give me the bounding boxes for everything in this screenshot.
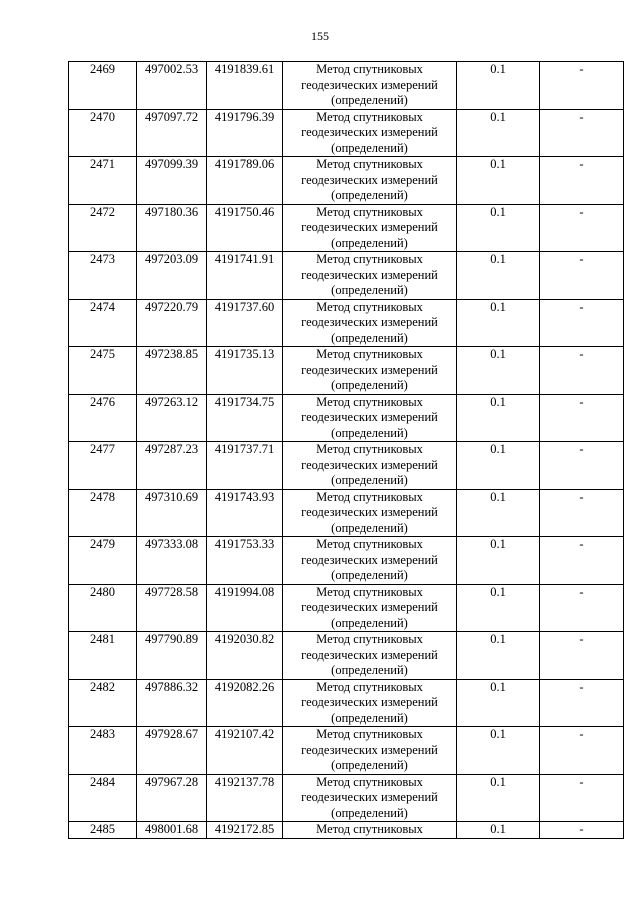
y-coordinate-cell: 4191753.33 [207, 537, 283, 585]
x-coordinate-cell: 497287.23 [137, 442, 207, 490]
method-line: Метод спутниковых [316, 632, 423, 646]
note-cell: - [540, 679, 624, 727]
table-row [69, 822, 624, 839]
method-line: геодезических измерений [301, 267, 438, 282]
method-line: Метод спутниковых [316, 774, 423, 789]
note-cell: - [540, 252, 624, 300]
method-line: геодезических измерений [301, 695, 438, 709]
accuracy-cell: 0.1 [457, 584, 540, 632]
point-number-cell: 2482 [69, 679, 137, 727]
y-coordinate-cell: 4192137.78 [207, 774, 283, 822]
accuracy-cell: 0.1 [457, 252, 540, 300]
y-coordinate-cell: 4191737.60 [207, 299, 283, 347]
table-row [69, 252, 624, 300]
method-line: Метод спутниковых [316, 679, 423, 694]
y-coordinate-cell: 4191735.13 [207, 347, 283, 395]
method-line: Метод спутниковых [316, 347, 423, 361]
method-cell [283, 537, 457, 585]
method-line: геодезических измерений [301, 362, 438, 377]
method-line: Метод спутниковых [316, 394, 423, 409]
table-row [69, 489, 624, 537]
method-line: Метод спутниковых [316, 252, 423, 266]
table-row [69, 347, 624, 395]
note-cell: - [540, 632, 624, 680]
method-line: Метод спутниковых [316, 822, 423, 836]
point-number-cell: 2479 [69, 537, 137, 585]
table-row [69, 157, 624, 205]
method-cell [283, 157, 457, 205]
method-line: геодезических измерений [301, 742, 438, 757]
y-coordinate-cell: 4191750.46 [207, 204, 283, 252]
note-cell: - [540, 394, 624, 442]
point-number-cell: 2480 [69, 584, 137, 632]
method-line: (определений) [331, 378, 408, 392]
point-number-cell: 2477 [69, 442, 137, 490]
method-line: геодезических измерений [301, 505, 438, 519]
point-number-cell: 2485 [69, 822, 137, 839]
method-line: геодезических измерений [301, 457, 438, 472]
table-body [69, 62, 624, 839]
x-coordinate-cell: 497238.85 [137, 347, 207, 395]
accuracy-cell: 0.1 [457, 109, 540, 157]
x-coordinate-cell: 497967.28 [137, 774, 207, 822]
accuracy-cell: 0.1 [457, 774, 540, 822]
point-number-cell: 2476 [69, 394, 137, 442]
note-cell: - [540, 157, 624, 205]
accuracy-cell: 0.1 [457, 347, 540, 395]
method-cell [283, 727, 457, 775]
coordinates-table [68, 61, 624, 839]
method-line: (определений) [331, 520, 408, 535]
accuracy-cell: 0.1 [457, 157, 540, 205]
point-number-cell: 2472 [69, 204, 137, 252]
method-line: (определений) [331, 568, 408, 582]
method-line: геодезических измерений [301, 410, 438, 424]
method-cell [283, 774, 457, 822]
method-cell [283, 679, 457, 727]
point-number-cell: 2481 [69, 632, 137, 680]
page-number: 155 [311, 29, 329, 43]
x-coordinate-cell: 497310.69 [137, 489, 207, 537]
method-line: (определений) [331, 188, 408, 202]
method-line: геодезических измерений [301, 125, 438, 139]
note-cell: - [540, 109, 624, 157]
method-cell [283, 252, 457, 300]
method-line: (определений) [331, 758, 408, 772]
method-line: (определений) [331, 140, 408, 155]
point-number-cell: 2483 [69, 727, 137, 775]
method-cell [283, 394, 457, 442]
y-coordinate-cell: 4192082.26 [207, 679, 283, 727]
table-row [69, 537, 624, 585]
point-number-cell: 2473 [69, 252, 137, 300]
method-cell [283, 489, 457, 537]
accuracy-cell: 0.1 [457, 442, 540, 490]
x-coordinate-cell: 498001.68 [137, 822, 207, 839]
y-coordinate-cell: 4192172.85 [207, 822, 283, 839]
method-line: Метод спутниковых [316, 109, 423, 124]
x-coordinate-cell: 497099.39 [137, 157, 207, 205]
x-coordinate-cell: 497097.72 [137, 109, 207, 157]
method-line: Метод спутниковых [316, 204, 423, 219]
x-coordinate-cell: 497790.89 [137, 632, 207, 680]
method-cell [283, 442, 457, 490]
x-coordinate-cell: 497203.09 [137, 252, 207, 300]
method-line: Метод спутниковых [316, 442, 423, 456]
method-line: (определений) [331, 710, 408, 725]
note-cell: - [540, 822, 624, 839]
x-coordinate-cell: 497180.36 [137, 204, 207, 252]
note-cell: - [540, 299, 624, 347]
point-number-cell: 2471 [69, 157, 137, 205]
table-row [69, 442, 624, 490]
accuracy-cell: 0.1 [457, 632, 540, 680]
accuracy-cell: 0.1 [457, 394, 540, 442]
table-row [69, 204, 624, 252]
accuracy-cell: 0.1 [457, 489, 540, 537]
table-row [69, 584, 624, 632]
table-row [69, 62, 624, 110]
method-line: (определений) [331, 283, 408, 297]
accuracy-cell: 0.1 [457, 727, 540, 775]
method-cell [283, 632, 457, 680]
table-row [69, 632, 624, 680]
method-line: (определений) [331, 425, 408, 440]
accuracy-cell: 0.1 [457, 62, 540, 110]
note-cell: - [540, 727, 624, 775]
x-coordinate-cell: 497928.67 [137, 727, 207, 775]
method-line: (определений) [331, 93, 408, 107]
note-cell: - [540, 347, 624, 395]
y-coordinate-cell: 4191734.75 [207, 394, 283, 442]
y-coordinate-cell: 4191789.06 [207, 157, 283, 205]
method-cell [283, 204, 457, 252]
table-row [69, 299, 624, 347]
method-line: геодезических измерений [301, 220, 438, 234]
point-number-cell: 2469 [69, 62, 137, 110]
method-line: геодезических измерений [301, 600, 438, 614]
method-line: Метод спутниковых [316, 489, 423, 504]
y-coordinate-cell: 4191796.39 [207, 109, 283, 157]
x-coordinate-cell: 497333.08 [137, 537, 207, 585]
table-row [69, 774, 624, 822]
point-number-cell: 2470 [69, 109, 137, 157]
method-cell [283, 109, 457, 157]
method-line: Метод спутниковых [316, 537, 423, 551]
method-cell [283, 62, 457, 110]
x-coordinate-cell: 497002.53 [137, 62, 207, 110]
x-coordinate-cell: 497220.79 [137, 299, 207, 347]
point-number-cell: 2478 [69, 489, 137, 537]
accuracy-cell: 0.1 [457, 204, 540, 252]
note-cell: - [540, 489, 624, 537]
method-line: Метод спутниковых [316, 157, 423, 171]
y-coordinate-cell: 4191737.71 [207, 442, 283, 490]
method-line: геодезических измерений [301, 172, 438, 187]
method-line: (определений) [331, 805, 408, 820]
y-coordinate-cell: 4191839.61 [207, 62, 283, 110]
note-cell: - [540, 584, 624, 632]
note-cell: - [540, 774, 624, 822]
method-line: геодезических измерений [301, 790, 438, 804]
accuracy-cell: 0.1 [457, 537, 540, 585]
y-coordinate-cell: 4192107.42 [207, 727, 283, 775]
method-cell [283, 822, 457, 839]
method-line: (определений) [331, 473, 408, 487]
table-row [69, 394, 624, 442]
method-line: Метод спутниковых [316, 299, 423, 314]
note-cell: - [540, 442, 624, 490]
accuracy-cell: 0.1 [457, 679, 540, 727]
method-line: (определений) [331, 615, 408, 630]
x-coordinate-cell: 497886.32 [137, 679, 207, 727]
method-line: геодезических измерений [301, 647, 438, 662]
method-line: (определений) [331, 330, 408, 345]
method-cell [283, 584, 457, 632]
table-row [69, 679, 624, 727]
x-coordinate-cell: 497728.58 [137, 584, 207, 632]
x-coordinate-cell: 497263.12 [137, 394, 207, 442]
y-coordinate-cell: 4191743.93 [207, 489, 283, 537]
method-line: Метод спутниковых [316, 584, 423, 599]
method-line: геодезических измерений [301, 552, 438, 567]
y-coordinate-cell: 4192030.82 [207, 632, 283, 680]
point-number-cell: 2484 [69, 774, 137, 822]
y-coordinate-cell: 4191741.91 [207, 252, 283, 300]
point-number-cell: 2474 [69, 299, 137, 347]
accuracy-cell: 0.1 [457, 822, 540, 839]
method-cell [283, 347, 457, 395]
method-line: геодезических измерений [301, 315, 438, 329]
method-line: (определений) [331, 235, 408, 250]
accuracy-cell: 0.1 [457, 299, 540, 347]
method-line: Метод спутниковых [316, 727, 423, 741]
method-line: (определений) [331, 663, 408, 677]
y-coordinate-cell: 4191994.08 [207, 584, 283, 632]
table-row [69, 109, 624, 157]
method-line: Метод спутниковых [316, 62, 423, 76]
method-cell [283, 299, 457, 347]
note-cell: - [540, 204, 624, 252]
table-row [69, 727, 624, 775]
point-number-cell: 2475 [69, 347, 137, 395]
note-cell: - [540, 62, 624, 110]
note-cell: - [540, 537, 624, 585]
method-line: геодезических измерений [301, 77, 438, 92]
